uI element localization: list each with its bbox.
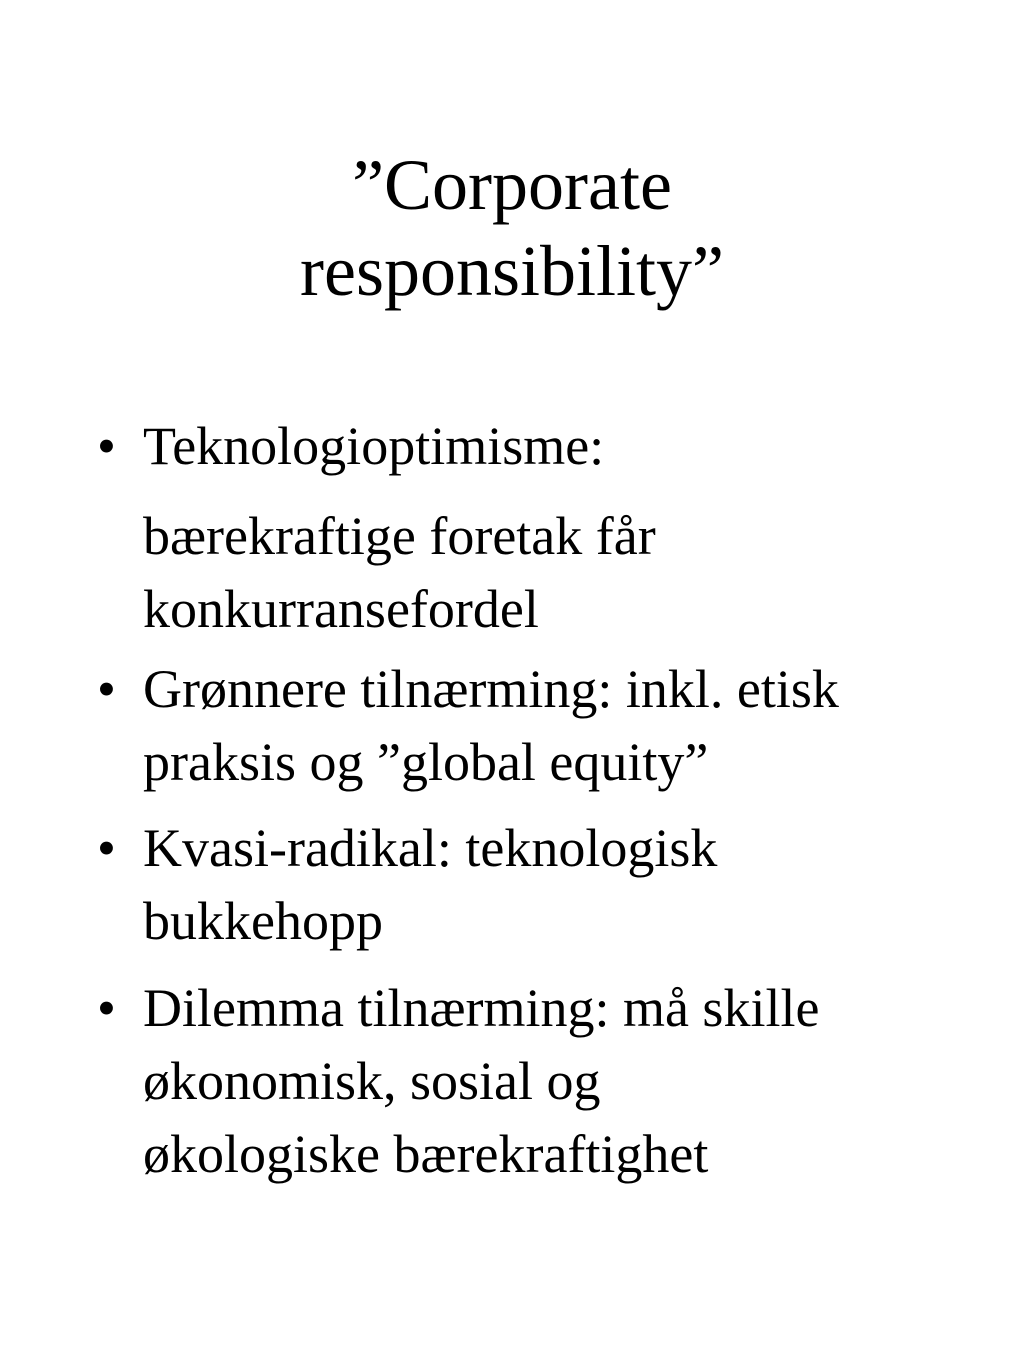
bullet-text-line: Grønnere tilnærming: inkl. etisk bbox=[143, 659, 839, 719]
bullet-text-line: økonomisk, sosial og bbox=[143, 1051, 601, 1111]
bullet-text-line: praksis og ”global equity” bbox=[143, 732, 709, 792]
bullet-subtext-line: konkurransefordel bbox=[143, 579, 539, 639]
bullet-symbol: • bbox=[97, 659, 116, 719]
bullet-text-line: Kvasi-radikal: teknologisk bbox=[143, 818, 718, 878]
bullet-symbol: • bbox=[97, 416, 116, 476]
bullet-text-line: økologiske bærekraftighet bbox=[143, 1124, 709, 1184]
slide-title-line-1: ”Corporate bbox=[352, 145, 672, 225]
bullet-text-line: Dilemma tilnærming: må skille bbox=[143, 978, 820, 1038]
bullet-symbol: • bbox=[97, 978, 116, 1038]
bullet-text-line: Teknologioptimisme: bbox=[143, 416, 605, 476]
bullet-subtext-line: bærekraftige foretak får bbox=[143, 506, 656, 566]
slide-title-line-2: responsibility” bbox=[300, 231, 724, 311]
bullet-text-line: bukkehopp bbox=[143, 891, 383, 951]
bullet-symbol: • bbox=[97, 818, 116, 878]
